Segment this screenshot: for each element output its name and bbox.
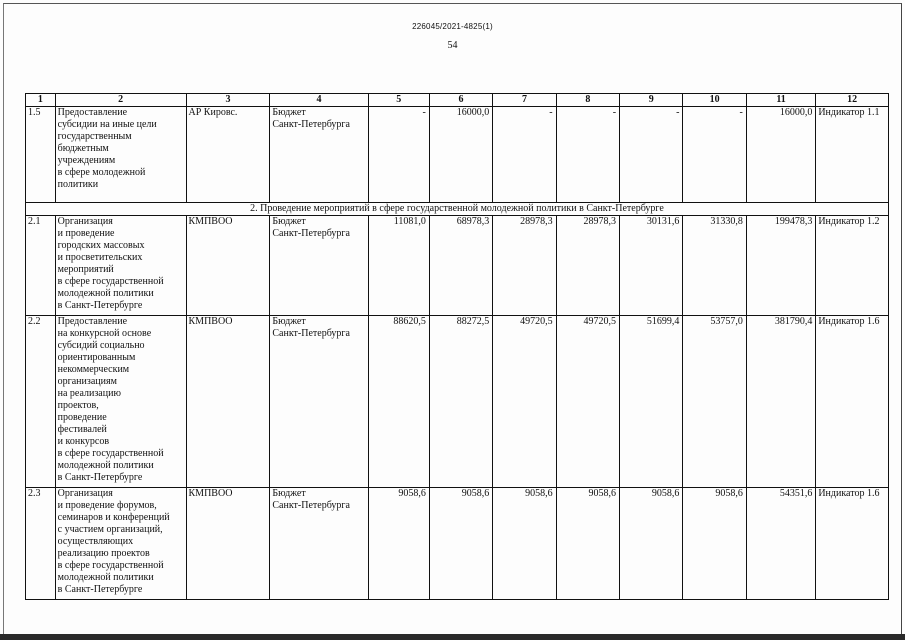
col-header: 3 <box>186 94 270 107</box>
section-heading: 2. Проведение мероприятий в сфере государственной молодежной политики в Санкт-Петербурге <box>26 203 889 216</box>
amount-cell: - <box>683 107 746 203</box>
amount-cell: 54351,6 <box>746 488 816 600</box>
funding-source-line: Санкт-Петербурга <box>272 328 350 339</box>
col-header: 10 <box>683 94 746 107</box>
activity-name-line: проектов, <box>57 400 99 411</box>
table-row <box>26 316 889 488</box>
activity-name-line: в сфере государственной <box>57 560 164 571</box>
indicator: Индикатор 1.1 <box>816 107 889 203</box>
activity-name-line: организациям <box>57 376 117 387</box>
program-table <box>25 93 889 600</box>
activity-name-line: и проведение <box>57 228 115 239</box>
row-number: 1.5 <box>26 107 56 203</box>
amount-cell: 199478,3 <box>746 216 816 316</box>
activity-name-line: политики <box>57 179 99 190</box>
activity-name-line: молодежной политики <box>57 572 154 583</box>
amount-cell: 31330,8 <box>683 216 746 316</box>
funding-source-line: Бюджет <box>272 316 306 327</box>
amount-cell: 16000,0 <box>746 107 816 203</box>
activity-name-line: ориентированным <box>57 352 136 363</box>
activity-name-line: субсидий социально <box>57 340 145 351</box>
amount-cell: 28978,3 <box>556 216 619 316</box>
amount-cell: - <box>368 107 429 203</box>
section-row <box>26 203 889 216</box>
row-number: 2.3 <box>26 488 56 600</box>
activity-name-line: осуществляющих <box>57 536 134 547</box>
activity-name-line: в сфере молодежной <box>57 167 146 178</box>
activity-name-line: учреждениям <box>57 155 116 166</box>
col-header: 4 <box>270 94 368 107</box>
activity-name-line: молодежной политики <box>57 288 154 299</box>
activity-name-line: в сфере государственной <box>57 448 164 459</box>
amount-cell: 53757,0 <box>683 316 746 488</box>
activity-name-line: на конкурсной основе <box>57 328 152 339</box>
amount-cell: - <box>493 107 556 203</box>
activity-name <box>55 488 186 600</box>
amount-cell: 9058,6 <box>429 488 492 600</box>
funding-source-line: Бюджет <box>272 216 306 227</box>
amount-cell: 9058,6 <box>620 488 683 600</box>
indicator: Индикатор 1.6 <box>816 316 889 488</box>
amount-cell: 68978,3 <box>429 216 492 316</box>
amount-cell: 11081,0 <box>368 216 429 316</box>
row-number: 2.1 <box>26 216 56 316</box>
column-number-row <box>26 94 889 107</box>
activity-name-line: и просветительских <box>57 252 143 263</box>
col-header: 2 <box>55 94 186 107</box>
funding-source-line: Санкт-Петербурга <box>272 119 350 130</box>
activity-name <box>55 316 186 488</box>
document-number: 226045/2021-4825(1) <box>412 22 493 31</box>
amount-cell: 9058,6 <box>493 488 556 600</box>
activity-name-line: молодежной политики <box>57 460 154 471</box>
table-row <box>26 107 889 203</box>
indicator: Индикатор 1.6 <box>816 488 889 600</box>
funding-source-line: Бюджет <box>272 488 306 499</box>
amount-cell: 9058,6 <box>556 488 619 600</box>
funding-source-line: Санкт-Петербурга <box>272 500 350 511</box>
col-header: 6 <box>429 94 492 107</box>
col-header: 9 <box>620 94 683 107</box>
activity-name-line: в Санкт-Петербурге <box>57 472 143 483</box>
col-header: 5 <box>368 94 429 107</box>
funding-source <box>270 488 368 600</box>
funding-source-line: Санкт-Петербурга <box>272 228 350 239</box>
table-row <box>26 488 889 600</box>
col-header: 1 <box>26 94 56 107</box>
amount-cell: 49720,5 <box>556 316 619 488</box>
scan-bottom-edge <box>0 634 905 640</box>
amount-cell: 49720,5 <box>493 316 556 488</box>
funding-source <box>270 107 368 203</box>
funding-source <box>270 216 368 316</box>
activity-name-line: и проведение форумов, <box>57 500 157 511</box>
activity-name-line: городских массовых <box>57 240 145 251</box>
amount-cell: 88272,5 <box>429 316 492 488</box>
funding-source <box>270 316 368 488</box>
col-header: 7 <box>493 94 556 107</box>
amount-cell: 9058,6 <box>368 488 429 600</box>
amount-cell: 381790,4 <box>746 316 816 488</box>
executor: АР Кировс. <box>186 107 270 203</box>
activity-name <box>55 107 186 203</box>
executor: КМПВОО <box>186 488 270 600</box>
activity-name-line: в Санкт-Петербурге <box>57 300 143 311</box>
activity-name-line: и конкурсов <box>57 436 110 447</box>
page-number: 54 <box>447 40 458 51</box>
col-header: 12 <box>816 94 889 107</box>
activity-name-line: Организация <box>57 488 113 499</box>
amount-cell: 16000,0 <box>429 107 492 203</box>
activity-name-line: семинаров и конференций <box>57 512 170 523</box>
executor: КМПВОО <box>186 316 270 488</box>
activity-name <box>55 216 186 316</box>
amount-cell: - <box>620 107 683 203</box>
amount-cell: 28978,3 <box>493 216 556 316</box>
activity-name-line: бюджетным <box>57 143 109 154</box>
activity-name-line: с участием организаций, <box>57 524 163 535</box>
funding-source-line: Бюджет <box>272 107 306 118</box>
activity-name-line: Предоставление <box>57 107 128 118</box>
row-number: 2.2 <box>26 316 56 488</box>
amount-cell: - <box>556 107 619 203</box>
amount-cell: 88620,5 <box>368 316 429 488</box>
activity-name-line: в сфере государственной <box>57 276 164 287</box>
amount-cell: 9058,6 <box>683 488 746 600</box>
table-row <box>26 216 889 316</box>
col-header: 8 <box>556 94 619 107</box>
amount-cell: 30131,6 <box>620 216 683 316</box>
col-header: 11 <box>746 94 816 107</box>
executor: КМПВОО <box>186 216 270 316</box>
activity-name-line: в Санкт-Петербурге <box>57 584 143 595</box>
activity-name-line: Предоставление <box>57 316 128 327</box>
amount-cell: 51699,4 <box>620 316 683 488</box>
activity-name-line: проведение <box>57 412 107 423</box>
activity-name-line: реализацию проектов <box>57 548 150 559</box>
indicator: Индикатор 1.2 <box>816 216 889 316</box>
activity-name-line: мероприятий <box>57 264 114 275</box>
activity-name-line: фестивалей <box>57 424 107 435</box>
activity-name-line: некоммерческим <box>57 364 130 375</box>
activity-name-line: субсидии на иные цели <box>57 119 157 130</box>
activity-name-line: на реализацию <box>57 388 121 399</box>
activity-name-line: Организация <box>57 216 113 227</box>
activity-name-line: государственным <box>57 131 132 142</box>
